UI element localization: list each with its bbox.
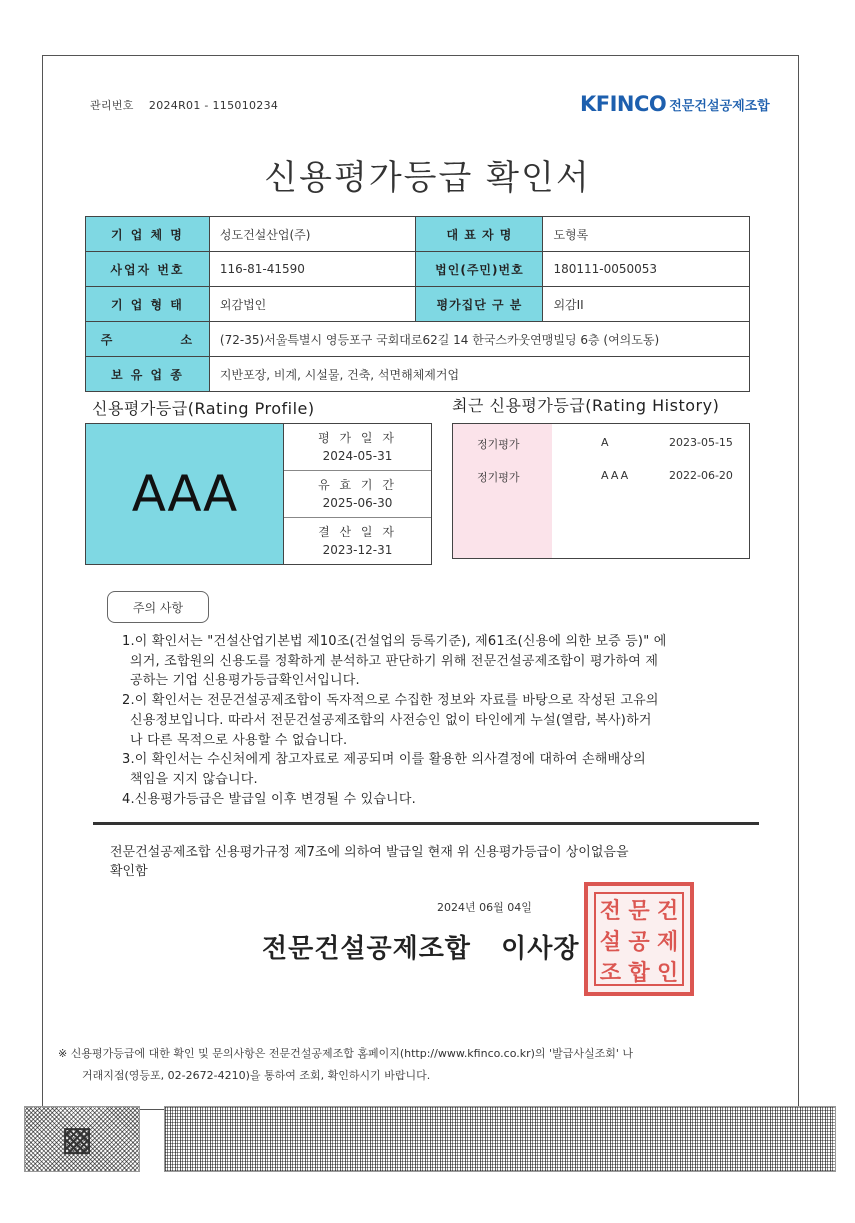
valid-period-label: 유 효 기 간 xyxy=(318,478,397,492)
rating-dates xyxy=(284,424,431,564)
ceo-name-value: 도형록 xyxy=(543,217,750,252)
seal-char: 제 xyxy=(657,930,679,955)
notice-line: 책임을 지지 않습니다. xyxy=(130,771,258,787)
table-row xyxy=(86,322,750,357)
notice-item xyxy=(122,790,742,810)
logo-text: 전문건설공제조합 xyxy=(669,98,770,114)
rating-history-title: 최근 신용평가등급(Rating History) xyxy=(452,396,720,415)
notice-item xyxy=(122,632,742,691)
seal-char: 조 xyxy=(599,961,621,986)
business-types-value: 지반포장, 비계, 시설물, 건축, 석면해체제거업 xyxy=(209,357,749,392)
company-name-label: 기 업 체 명 xyxy=(86,217,210,252)
confirmation-line: 전문건설공제조합 신용평가규정 제7조에 의하여 발급일 현재 위 신용평가등급이 상이없음을 xyxy=(110,845,629,860)
seal-char: 합 xyxy=(628,961,650,986)
table-row xyxy=(86,357,750,392)
history-type: 정기평가 xyxy=(477,438,520,451)
list-item xyxy=(453,465,751,487)
notice-badge: 주의 사항 xyxy=(107,591,209,623)
eval-group-value: 외감II xyxy=(543,287,750,322)
rating-history-box xyxy=(452,423,750,559)
notice-line: 1.이 확인서는 "건설산업기본법 제10조(건설업의 등록기준), 제61조(신용에 의한 보증 등)" 에 xyxy=(122,634,667,649)
kfinco-logo xyxy=(580,92,770,116)
seal-char: 건 xyxy=(657,899,679,924)
eval-date-value: 2024-05-31 xyxy=(322,449,393,463)
company-type-label: 기 업 형 태 xyxy=(86,287,210,322)
history-date: 2022-06-20 xyxy=(669,469,733,482)
seal-char: 인 xyxy=(657,961,679,986)
table-row xyxy=(86,252,750,287)
rating-profile-box xyxy=(85,423,432,565)
management-number-value: 2024R01 - 115010234 xyxy=(148,99,279,112)
notice-line: 신용정보입니다. 따라서 전문건설공제조합의 사전승인 없이 타인에게 누설(열람, 복사)하거 xyxy=(130,712,652,728)
document-title: 신용평가등급 확인서 xyxy=(264,158,591,198)
footnote xyxy=(58,1043,798,1087)
history-date: 2023-05-15 xyxy=(669,436,733,449)
footnote-line: 거래지점(영등포, 02-2672-4210)을 통하여 조회, 확인하시기 바랍니다. xyxy=(82,1069,431,1082)
valid-period-value: 2025-06-30 xyxy=(322,496,393,510)
table-row xyxy=(86,287,750,322)
company-type-value: 외감법인 xyxy=(209,287,416,322)
rating-grade: AAA xyxy=(86,424,284,564)
list-item xyxy=(453,432,751,454)
notice-line: 4.신용평가등급은 발급일 이후 변경될 수 있습니다. xyxy=(122,791,416,807)
address-label xyxy=(86,322,210,357)
business-number-value: 116-81-41590 xyxy=(209,252,416,287)
company-info-table xyxy=(85,216,750,392)
confirmation-text xyxy=(110,843,730,881)
logo-mark: KFINCO xyxy=(580,92,667,116)
seal-char: 전 xyxy=(599,899,621,924)
valid-period-cell xyxy=(284,471,431,518)
confirmation-line: 확인함 xyxy=(110,864,148,879)
notice-line: 2.이 확인서는 전문건설공제조합이 독자적으로 수집한 정보와 자료를 바탕으로 작성된 고유의 xyxy=(122,693,659,709)
ceo-name-label: 대 표 자 명 xyxy=(416,217,543,252)
qr-overlay-icon: ▩ xyxy=(61,1119,94,1159)
section-divider xyxy=(93,822,759,825)
notice-item xyxy=(122,691,742,750)
notice-line: 3.이 확인서는 수신처에게 참고자료로 제공되며 이를 활용한 의사결정에 대하여 손해배상의 xyxy=(122,752,646,768)
corporate-number-value: 180111-0050053 xyxy=(543,252,750,287)
settlement-date-label: 결 산 일 자 xyxy=(318,525,397,539)
eval-date-cell xyxy=(284,424,431,471)
notice-list xyxy=(122,632,742,809)
footnote-line: ※ 신용평가등급에 대한 확인 및 문의사항은 전문건설공제조합 홈페이지(http://www.kfinco.co.kr)의 '발급사실조회' 나 xyxy=(58,1047,633,1060)
qr-code xyxy=(24,1106,140,1172)
history-type: 정기평가 xyxy=(477,471,520,484)
issuer-name: 전문건설공제조합 이사장 xyxy=(262,934,580,964)
notice-line: 공하는 기업 신용평가등급확인서입니다. xyxy=(130,673,360,689)
business-number-label: 사업자 번호 xyxy=(86,252,210,287)
management-number-label: 관리번호 xyxy=(90,99,134,112)
corporate-number-label: 법인(주민)번호 xyxy=(416,252,543,287)
security-barcode xyxy=(164,1106,836,1172)
rating-profile-title: 신용평가등급(Rating Profile) xyxy=(92,399,315,418)
seal-char: 공 xyxy=(628,930,650,955)
address-label-text: 주 소 xyxy=(100,332,195,347)
issue-date: 2024년 06월 04일 xyxy=(437,901,532,914)
seal-inner xyxy=(594,892,684,986)
business-types-label: 보 유 업 종 xyxy=(86,357,210,392)
company-name-value: 성도건설산업(주) xyxy=(209,217,416,252)
seal-char: 문 xyxy=(628,899,650,924)
settlement-date-cell xyxy=(284,518,431,564)
eval-date-label: 평 가 일 자 xyxy=(318,431,397,445)
history-grade: AAA xyxy=(601,469,631,482)
notice-line: 나 다른 목적으로 사용할 수 없습니다. xyxy=(130,732,348,748)
official-seal xyxy=(584,882,694,996)
notice-item xyxy=(122,750,742,789)
settlement-date-value: 2023-12-31 xyxy=(322,543,393,557)
eval-group-label: 평가집단 구 분 xyxy=(416,287,543,322)
address-value: (72-35)서울특별시 영등포구 국회대로62길 14 한국스카웃연맹빌딩 6층 (여의도동) xyxy=(209,322,749,357)
management-number xyxy=(90,97,278,113)
seal-char: 설 xyxy=(599,930,621,955)
notice-line: 의거, 조합원의 신용도를 정확하게 분석하고 판단하기 위해 전문건설공제조합이 평가하여 제 xyxy=(130,653,659,669)
history-grade: A xyxy=(601,436,611,449)
table-row xyxy=(86,217,750,252)
